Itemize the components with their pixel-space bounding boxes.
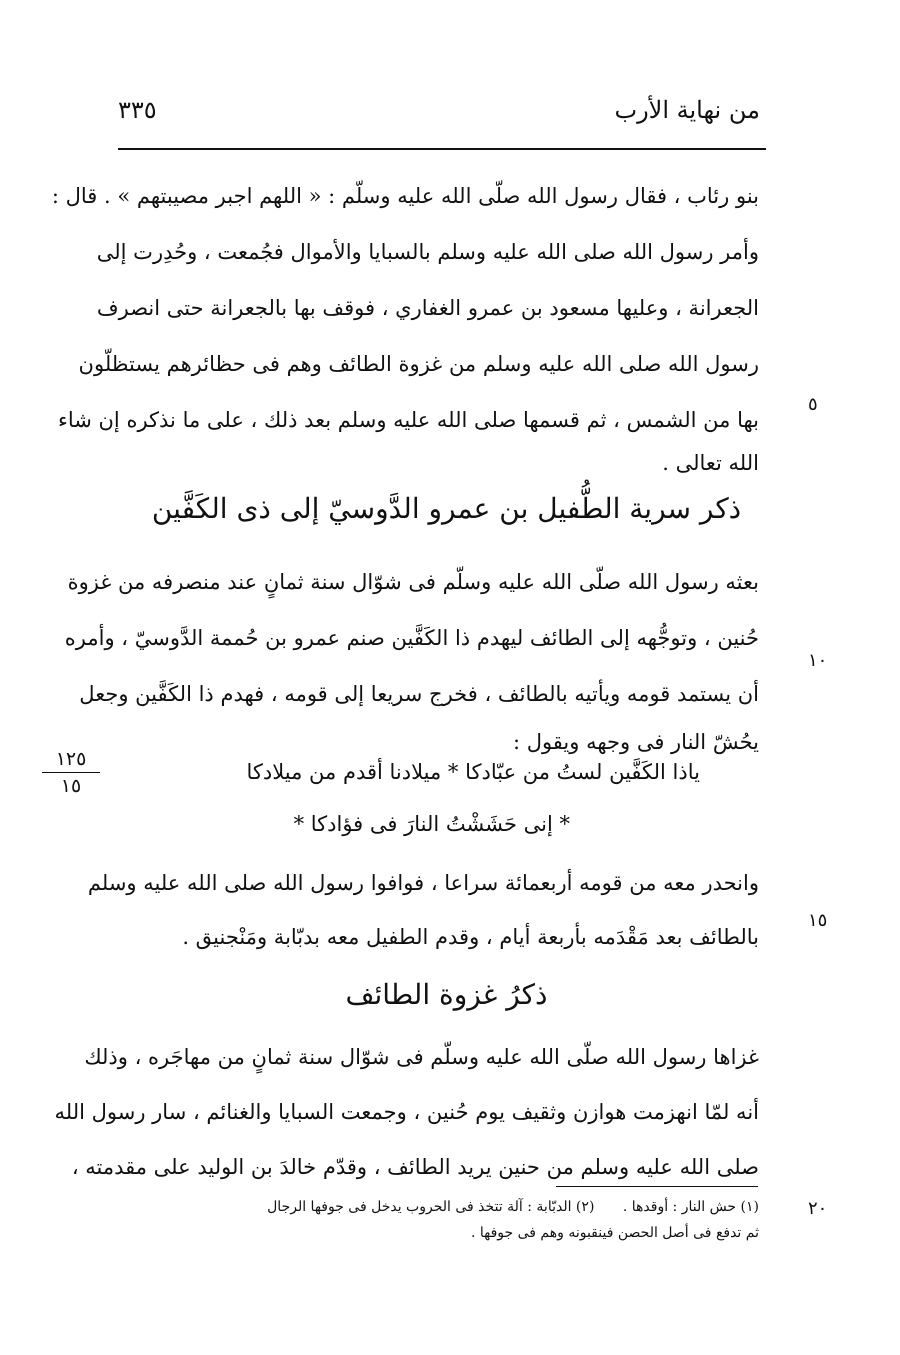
source-page-reference xyxy=(42,748,100,797)
text-line: رسول الله صلى الله عليه وسلم من غزوة الطائف وهم فى حظائرهم يستظلّون xyxy=(78,352,759,376)
header-rule xyxy=(118,148,766,150)
text-line: أنه لمّا انهزمت هوازن وثقيف يوم حُنين ، وجمعت السبايا والغنائم ، سار رسول الله xyxy=(54,1100,759,1124)
section-heading-taif: ذكرُ غزوة الطائف xyxy=(345,978,548,1011)
page-header xyxy=(118,96,766,146)
verse-line-1: ياذا الكَفَّين لستُ من عبّادكا * ميلادنا أقدم من ميلادكا xyxy=(246,760,700,784)
footnote-rule xyxy=(556,1186,758,1187)
running-title: من نهاية الأرب xyxy=(614,96,760,124)
text-line: وانحدر معه من قومه أربعمائة سراعا ، فوافوا رسول الله صلى الله عليه وسلم xyxy=(87,871,759,895)
text-line: الجعرانة ، وعليها مسعود بن عمرو الغفاري ، فوقف بها بالجعرانة حتى انصرف xyxy=(96,296,759,320)
section-heading-tufail: ذكر سرية الطُّفيل بن عمرو الدَّوسيّ إلى ذى الكَفَّين xyxy=(151,492,742,525)
footnote-2-continued: ثم تدفع فى أصل الحصن فينقبونه وهم فى جوفها . xyxy=(470,1225,759,1241)
footnote-2: (٢) الدبّابة : آلة تتخذ فى الحروب يدخل فى جوفها الرجال xyxy=(267,1199,595,1215)
text-line: الله تعالى . xyxy=(662,451,759,475)
text-line: غزاها رسول الله صلّى الله عليه وسلّم فى شوّال سنة ثمانٍ من مهاجَره ، وذلك xyxy=(84,1045,759,1069)
page-number: ٣٣٥ xyxy=(118,96,157,124)
paragraph-4 xyxy=(54,1030,759,1195)
line-number-10: ١٠ xyxy=(808,650,828,671)
text-line: بالطائف بعد مَقْدَمه بأربعة أيام ، وقدم الطفيل معه بدبّابة ومَنْجنيق . xyxy=(182,925,759,949)
paragraph-2 xyxy=(64,554,759,762)
text-line: بنو رئاب ، فقال رسول الله صلّى الله عليه وسلّم : « اللهم اجبر مصيبتهم » . قال : xyxy=(51,184,759,208)
source-page-bottom: ١٥ xyxy=(60,775,82,797)
source-page-top: ١٢٥ xyxy=(42,748,100,773)
paragraph-1 xyxy=(51,168,759,478)
text-line: أن يستمد قومه ويأتيه بالطائف ، فخرج سريعا إلى قومه ، فهدم ذا الكَفَّين وجعل xyxy=(79,682,759,706)
line-number-20: ٢٠ xyxy=(808,1198,828,1219)
text-line: وأمر رسول الله صلى الله عليه وسلم بالسبايا والأموال فجُمعت ، وحُدِرت إلى xyxy=(96,240,759,264)
text-line: صلى الله عليه وسلم من حنين يريد الطائف ، وقدّم خالدَ بن الوليد على مقدمته ، xyxy=(71,1155,759,1179)
text-line: يحُشّ النار فى وجهه ويقول : xyxy=(512,730,759,754)
line-number-5: ٥ xyxy=(808,394,818,415)
text-line: حُنين ، وتوجُّهه إلى الطائف ليهدم ذا الكَفَّين صنم عمرو بن حُممة الدَّوسيّ ، وأمره xyxy=(64,626,759,650)
verse-line-2: * إنى حَشَشْتُ النارَ فى فؤادكا * xyxy=(293,812,570,836)
footnote-line xyxy=(134,1194,759,1220)
footnote-1: (١) حش النار : أوقدها . xyxy=(622,1199,759,1215)
text-line: بعثه رسول الله صلّى الله عليه وسلّم فى شوّال سنة ثمانٍ عند منصرفه من غزوة xyxy=(67,570,759,594)
footnotes xyxy=(134,1194,759,1246)
paragraph-3 xyxy=(87,856,759,964)
line-number-15: ١٥ xyxy=(808,910,828,931)
text-line: بها من الشمس ، ثم قسمها صلى الله عليه وسلم بعد ذلك ، على ما نذكره إن شاء xyxy=(57,408,759,432)
